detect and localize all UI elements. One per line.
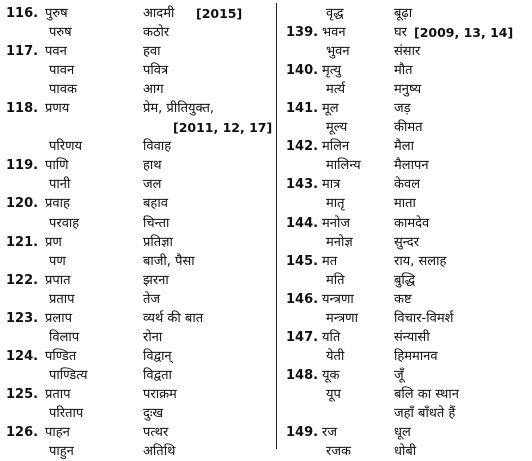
headword: मात्र: [322, 177, 341, 193]
entry-number: 124.: [6, 348, 39, 364]
word-pair-row: [6, 156, 268, 175]
meaning: संन्यासी: [394, 329, 430, 345]
headword: मूल्य: [326, 120, 348, 136]
word-pair-row: [6, 404, 268, 423]
word-pair-row: [6, 328, 268, 347]
headword: मृत्यु: [322, 63, 342, 79]
meaning: कठोर: [143, 25, 170, 41]
left-column: [6, 4, 273, 461]
word-pair-row: [6, 194, 268, 213]
entry-number: 125.: [6, 386, 39, 402]
word-pair-row: [286, 252, 528, 271]
meaning: पत्थर: [143, 425, 169, 441]
headword: पवन: [45, 44, 67, 60]
word-pair-row: [286, 61, 528, 80]
headword: रज: [322, 425, 337, 441]
meaning: बुद्धि: [394, 272, 416, 288]
exam-year-citation: [2011, 12, 17]: [173, 120, 273, 136]
headword: मनोज्ञ: [326, 234, 353, 250]
headword: प्रताप: [45, 386, 71, 402]
word-pair-row: [286, 80, 528, 99]
meaning: मैलापन: [394, 158, 429, 174]
word-pair-row: [286, 99, 528, 118]
word-pair-row: [286, 23, 528, 42]
word-pair-row: [6, 137, 268, 156]
headword: मूल: [322, 101, 339, 117]
headword: प्रलाप: [45, 310, 72, 326]
entry-number: 149.: [286, 425, 319, 441]
headword: मनोज: [322, 215, 351, 231]
word-pair-row: [286, 290, 528, 309]
meaning: धूल: [394, 425, 411, 441]
meaning: आदमी: [143, 6, 175, 21]
headword: यन्त्रणा: [322, 291, 354, 307]
meaning: मैला: [394, 139, 414, 155]
meaning: रोना: [143, 329, 163, 345]
meaning: पराक्रम: [143, 386, 177, 402]
headword: प्रताप: [49, 291, 75, 307]
headword: रजक: [326, 444, 351, 460]
word-pair-row: [6, 442, 268, 461]
meaning: कीमत: [394, 120, 423, 136]
headword: पाहुन: [49, 444, 74, 460]
headword: मातृ: [326, 196, 345, 212]
meaning: जूँ: [394, 367, 404, 383]
meaning: व्यर्थ की बात: [143, 310, 204, 326]
meaning: विद्वान्: [143, 348, 172, 364]
word-pair-row: [6, 423, 268, 442]
meaning: माता: [394, 196, 416, 212]
word-pair-row: [286, 156, 528, 175]
headword: मति: [326, 272, 345, 288]
exam-year-citation: [2009, 13, 14]: [414, 25, 514, 41]
column-divider: [276, 3, 277, 449]
headword: पाण्डित्य: [49, 367, 88, 383]
word-pair-row: [286, 423, 528, 442]
meaning: संसार: [394, 44, 421, 60]
word-pair-row: [286, 137, 528, 156]
meaning: बाजी, पैसा: [143, 253, 195, 269]
meaning: बूढ़ा: [394, 6, 413, 21]
headword: पावन: [49, 63, 75, 79]
headword: भुवन: [326, 44, 350, 60]
word-pair-row: [286, 385, 528, 404]
meaning: बलि का स्थान: [394, 386, 459, 402]
headword: पण्डित: [45, 348, 77, 364]
word-pair-row: [286, 175, 528, 194]
headword: पाहन: [45, 425, 70, 441]
entry-number: 148.: [286, 367, 319, 383]
headword: येती: [326, 348, 345, 364]
word-pair-row: [286, 4, 528, 23]
headword: भवन: [322, 25, 346, 41]
word-pair-row: [286, 118, 528, 137]
headword: यति: [322, 329, 341, 345]
word-pair-row: [6, 347, 268, 366]
headword: यूक: [322, 367, 340, 383]
headword: पुरुष: [45, 6, 68, 21]
exam-year-citation: [2015]: [196, 6, 243, 21]
headword: पावक: [49, 82, 77, 98]
entry-number: 141.: [286, 101, 319, 117]
word-pair-row: [6, 23, 268, 42]
headword: मालिन्य: [326, 158, 361, 174]
word-pair-row: [6, 385, 268, 404]
entry-number: 144.: [286, 215, 319, 231]
entry-number: 121.: [6, 234, 39, 250]
entry-number: 116.: [6, 6, 39, 21]
entry-number: 139.: [286, 25, 319, 41]
entry-number: 122.: [6, 272, 39, 288]
word-pair-row: [6, 61, 268, 80]
meaning: मनुष्य: [394, 82, 422, 98]
meaning: कामदेव: [394, 215, 430, 231]
meaning: विवाह: [143, 139, 172, 155]
meaning: झरना: [143, 272, 169, 288]
headword: यूप: [326, 386, 341, 402]
meaning: घर: [394, 25, 408, 41]
headword: मर्त्य: [326, 82, 346, 98]
word-pair-row: [6, 233, 268, 252]
word-pair-row: [286, 366, 528, 385]
meaning: मौत: [394, 63, 413, 79]
entry-number: 126.: [6, 425, 39, 441]
meaning: आग: [143, 82, 164, 98]
word-pair-row: [6, 214, 268, 233]
word-pair-row: [6, 271, 268, 290]
word-pair-row: [286, 194, 528, 213]
headword: प्रपात: [45, 272, 71, 288]
word-pair-row: [286, 328, 528, 347]
meaning: पवित्र: [143, 63, 169, 79]
entry-number: 140.: [286, 63, 319, 79]
word-pair-row: [286, 442, 528, 461]
meaning: जड़: [394, 101, 411, 117]
entry-number: 145.: [286, 253, 319, 269]
entry-number: 123.: [6, 310, 39, 326]
word-pair-row: [6, 99, 268, 118]
word-pair-row: [6, 175, 268, 194]
meaning: चिन्ता: [143, 215, 170, 231]
meaning: विचार-विमर्श: [394, 310, 454, 326]
word-pair-row: [6, 4, 268, 23]
entry-number: 119.: [6, 158, 39, 174]
meaning: राय, सलाह: [394, 253, 447, 269]
entry-number: 143.: [286, 177, 319, 193]
headword: परिताप: [49, 405, 84, 421]
entry-number: 120.: [6, 196, 39, 212]
word-pair-row: [6, 309, 268, 328]
headword: परुष: [49, 25, 72, 41]
word-pair-row: [6, 42, 268, 61]
entry-number: 118.: [6, 101, 39, 117]
entry-number: 147.: [286, 329, 319, 345]
headword: पण: [49, 253, 66, 269]
meaning: हाथ: [143, 158, 162, 174]
word-pair-row: [286, 233, 528, 252]
headword: वृद्ध: [326, 6, 344, 21]
word-pair-row: [6, 252, 268, 271]
word-pair-row: [6, 290, 268, 309]
headword: मन्त्रणा: [326, 310, 358, 326]
meaning: सुन्दर: [394, 234, 420, 250]
word-pair-row: [6, 80, 268, 99]
headword: परिणय: [49, 139, 83, 155]
meaning: धोबी: [394, 444, 417, 460]
word-pair-row: [286, 404, 528, 423]
meaning: दुःख: [143, 405, 164, 421]
word-pair-row: [286, 309, 528, 328]
meaning: जल: [143, 177, 162, 193]
headword: प्रण: [45, 234, 62, 250]
entry-number: 117.: [6, 44, 39, 60]
headword: मलिन: [322, 139, 350, 155]
word-pair-row: [286, 214, 528, 233]
meaning: विद्वता: [143, 367, 172, 383]
entry-number: 142.: [286, 139, 319, 155]
meaning: प्रतिज्ञा: [143, 234, 173, 250]
word-pair-row: [6, 118, 273, 137]
meaning: बहाव: [143, 196, 168, 212]
word-pair-row: [286, 271, 528, 290]
word-pair-row: [286, 347, 528, 366]
word-pair-row: [286, 42, 528, 61]
meaning: अतिथि: [143, 444, 176, 460]
meaning: जहाँ बाँधते हैं: [394, 405, 456, 421]
headword: मत: [322, 253, 338, 269]
headword: परवाह: [49, 215, 80, 231]
right-column: [286, 4, 528, 461]
headword: पानी: [49, 177, 71, 193]
headword: पाणि: [45, 158, 69, 174]
meaning: कष्ट: [394, 291, 412, 307]
meaning: प्रेम, प्रीतियुक्त,: [143, 101, 215, 117]
meaning: तेज: [143, 291, 161, 307]
meaning: हिममानव: [394, 348, 438, 364]
meaning: हवा: [143, 44, 161, 60]
headword: विलाप: [49, 329, 80, 345]
headword: प्रवाह: [45, 196, 70, 212]
word-pair-row: [6, 366, 268, 385]
meaning: केवल: [394, 177, 421, 193]
headword: प्रणय: [45, 101, 70, 117]
entry-number: 146.: [286, 291, 319, 307]
